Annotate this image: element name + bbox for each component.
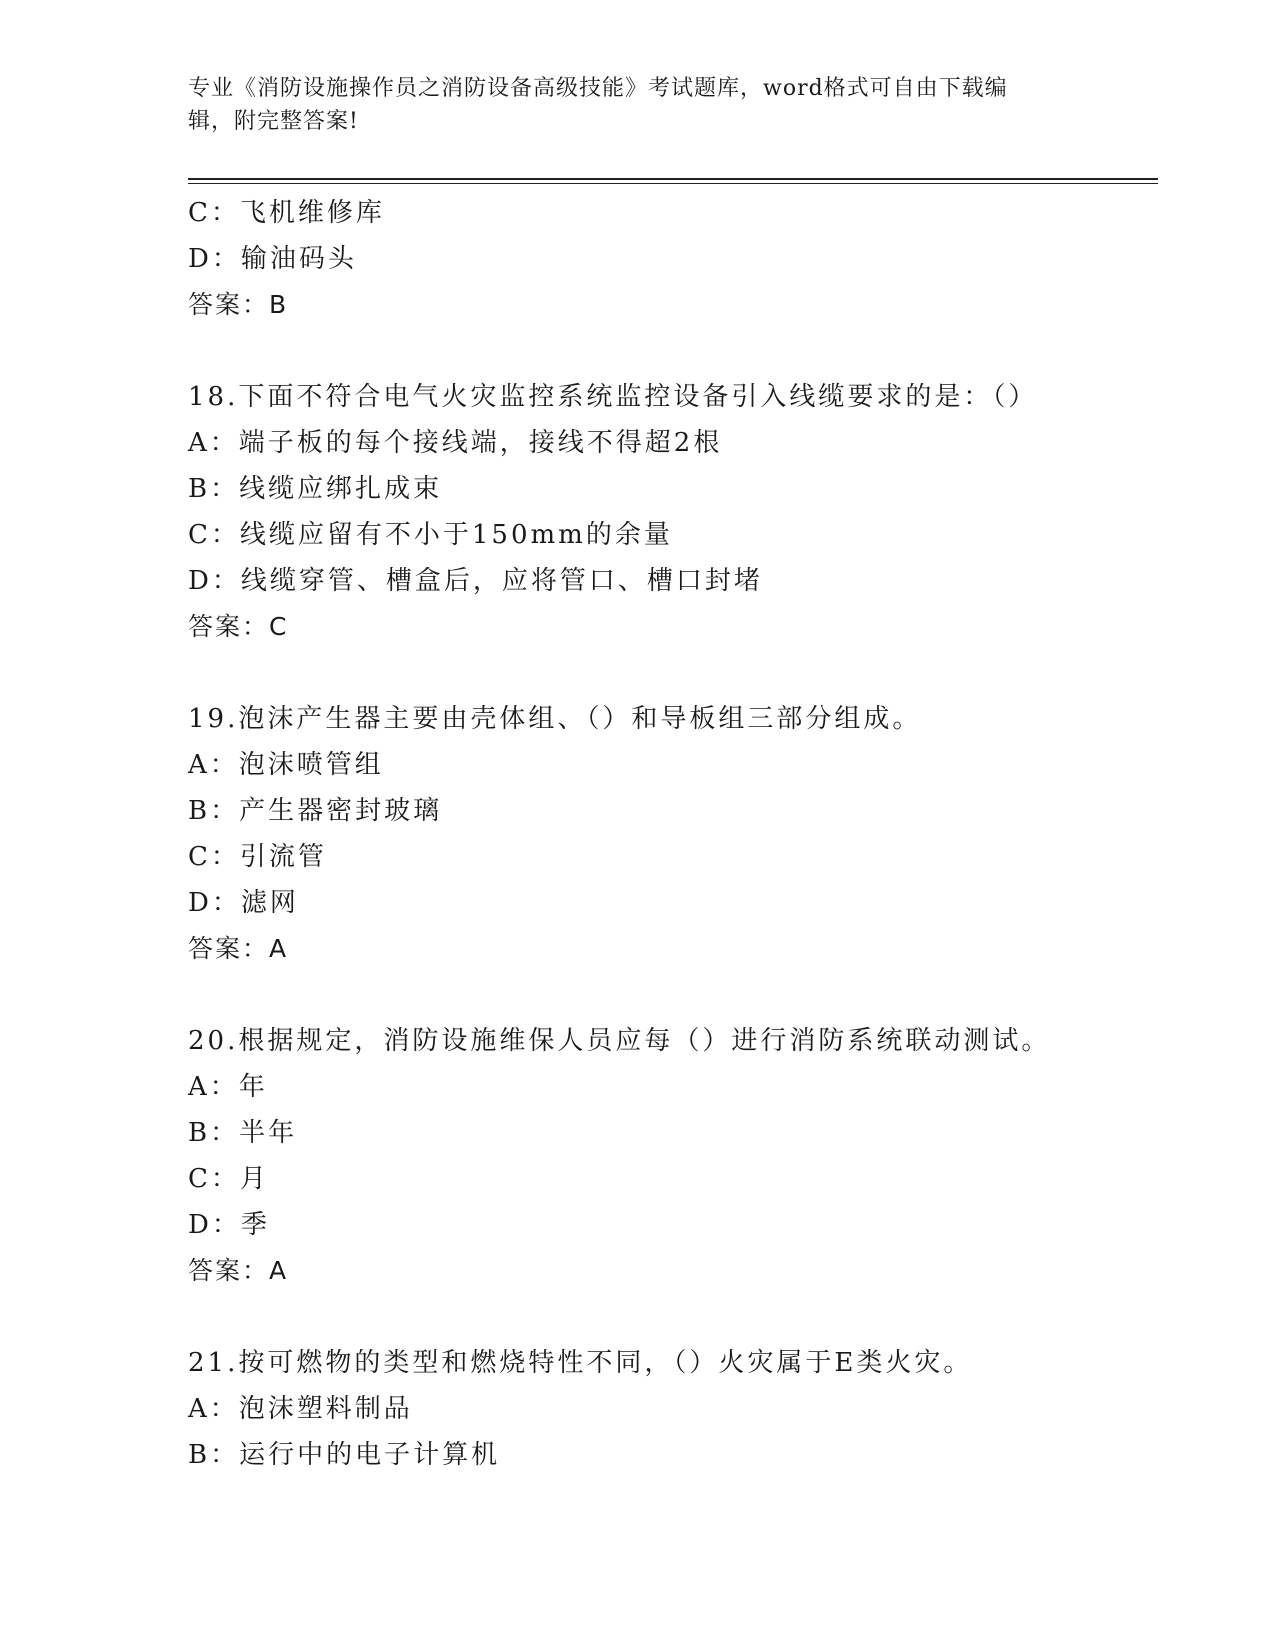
- header-divider-thin: [188, 183, 1158, 184]
- answer-line: 答案：A: [188, 1256, 289, 1285]
- answer-line: 答案：B: [188, 290, 289, 319]
- question-18: [188, 374, 1148, 650]
- question-stem: 21.按可燃物的类型和燃烧特性不同，（）火灾属于E类火灾。: [188, 1348, 973, 1378]
- header-divider-thick: [188, 178, 1158, 180]
- option-a: A：年: [188, 1072, 268, 1102]
- page-header: [188, 72, 1068, 138]
- option-c: C：月: [188, 1164, 269, 1194]
- answer-line: 答案：A: [188, 934, 289, 963]
- question-stem: 20.根据规定，消防设施维保人员应每（）进行消防系统联动测试。: [188, 1026, 1051, 1056]
- option-b: B：运行中的电子计算机: [188, 1440, 501, 1470]
- option-d: D：滤网: [188, 888, 299, 918]
- question-21: [188, 1340, 1148, 1478]
- answer-line: 答案：C: [188, 612, 289, 641]
- question-19: [188, 696, 1148, 972]
- option-b: B：产生器密封玻璃: [188, 796, 443, 826]
- option-a: A：泡沫塑料制品: [188, 1394, 413, 1424]
- question-17-tail: [188, 190, 1148, 328]
- option-d: D：输油码头: [188, 244, 357, 274]
- question-20: [188, 1018, 1148, 1294]
- option-b: B：半年: [188, 1118, 298, 1148]
- header-line-1: 专业《消防设施操作员之消防设备高级技能》考试题库，word格式可自由下载编: [188, 76, 1008, 101]
- option-d: D：季: [188, 1210, 270, 1240]
- option-d: D：线缆穿管、槽盒后，应将管口、槽口封堵: [188, 566, 763, 596]
- option-a: A：泡沫喷管组: [188, 750, 384, 780]
- option-a: A：端子板的每个接线端，接线不得超2根: [188, 428, 723, 458]
- question-list: [188, 190, 1148, 1478]
- question-stem: 18.下面不符合电气火灾监控系统监控设备引入线缆要求的是：（）: [188, 382, 1038, 412]
- option-c: C：飞机维修库: [188, 198, 385, 228]
- option-c: C：线缆应留有不小于150mm的余量: [188, 520, 673, 550]
- option-b: B：线缆应绑扎成束: [188, 474, 443, 504]
- header-line-2: 辑，附完整答案!: [188, 109, 359, 134]
- option-c: C：引流管: [188, 842, 327, 872]
- question-stem: 19.泡沫产生器主要由壳体组、（）和导板组三部分组成。: [188, 704, 922, 734]
